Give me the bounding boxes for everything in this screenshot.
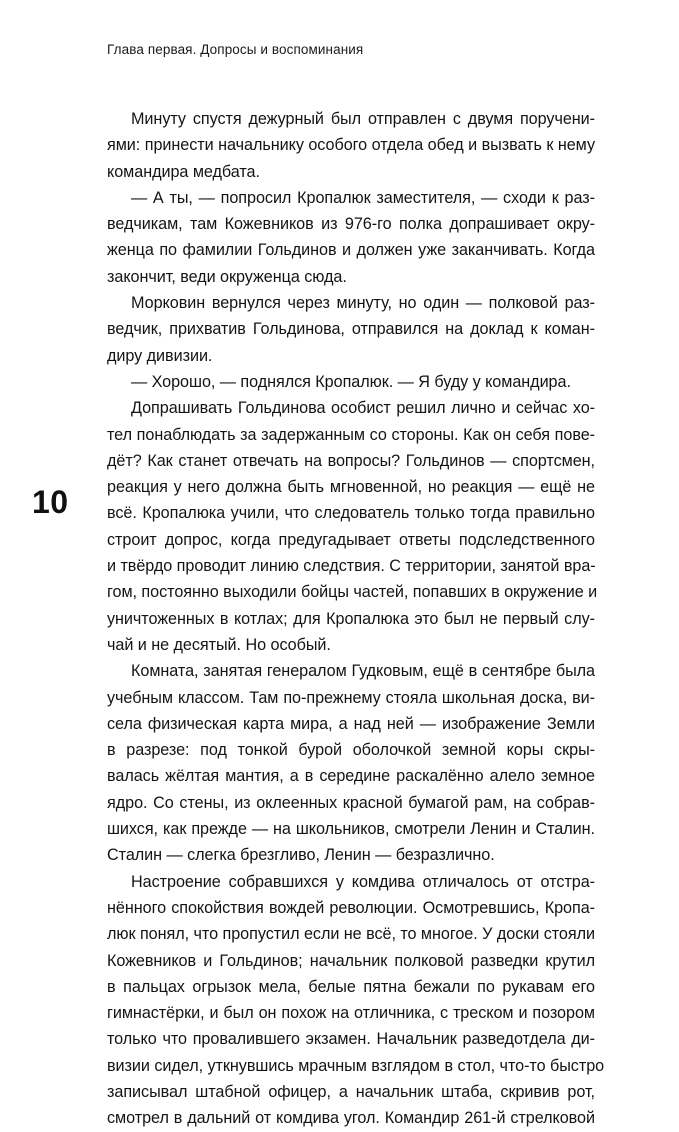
running-head: Глава первая. Допросы и воспоминания: [107, 42, 364, 57]
text-line: женца по фамилии Гольдинов и должен уже заканчивать. Когда: [107, 241, 595, 260]
text-line: ядро. Со стены, из оклеенных красной бумагой рам, на собрав-: [107, 793, 595, 812]
text-line: Кожевников и Гольдинов; начальник полковой разведки крутил: [107, 951, 595, 970]
text-line: Комната, занятая генералом Гудковым, ещё в сентябре была: [131, 662, 595, 681]
text-line: валась жёлтая мантия, а в середине раскалённо алело земное: [107, 767, 595, 786]
text-line: тел понаблюдать за задержанным со стороны. Как он себя пове-: [107, 425, 595, 444]
text-line: гом, постоянно выходили бойцы частей, попавших в окружение и: [107, 583, 598, 602]
text-line: записывал штабной офицер, а начальник штаба, скривив рот,: [107, 1082, 595, 1101]
text-line: села физическая карта мира, а над ней — изображение Земли: [107, 714, 595, 733]
text-line: ведчик, прихватив Гольдинова, отправился на доклад к коман-: [107, 320, 595, 339]
text-line: только что провалившего экзамен. Начальник разведотдела ди-: [107, 1030, 595, 1049]
page-number: 10: [32, 484, 69, 520]
text-line: Минуту спустя дежурный был отправлен с двумя поручени-: [131, 110, 595, 128]
text-line: — А ты, — попросил Кропалюк заместителя, — сходи к раз-: [131, 188, 595, 207]
text-line: реакция у него должна быть мгновенной, но реакция — ещё не: [107, 478, 595, 497]
text-line: всё. Кропалюка учили, что следователь только тогда правильно: [107, 504, 595, 523]
text-line: в разрезе: под тонкой бурой оболочкой земной коры скры-: [107, 741, 595, 760]
text-line: командира медбата.: [107, 162, 260, 181]
text-line: дёт? Как станет отвечать на вопросы? Гольдинов — спортсмен,: [107, 451, 595, 470]
text-line: смотрел в дальний от комдива угол. Командир 261-й стрелковой: [107, 1109, 595, 1128]
text-line: шихся, как прежде — на школьников, смотрели Ленин и Сталин.: [107, 820, 595, 839]
text-line: ведчикам, там Кожевников из 976-го полка допрашивает окру-: [107, 215, 595, 234]
text-line: ями: принести начальнику особого отдела обед и вызвать к нему: [107, 136, 595, 155]
text-line: строит допрос, когда предугадывает ответы подследственного: [107, 530, 595, 549]
text-line: люк понял, что пропустил если не всё, то многое. У доски стояли: [107, 925, 595, 944]
text-line: закончит, веди окруженца сюда.: [107, 267, 347, 286]
text-line: гимнастёрки, и был он похож на отличника, с треском и позором: [107, 1004, 595, 1023]
text-line: уничтоженных в котлах; для Кропалюка это был не первый слу-: [107, 609, 595, 628]
text-line: Морковин вернулся через минуту, но один — полковой раз-: [131, 294, 595, 313]
text-line: диру дивизии.: [107, 346, 213, 365]
text-line: Сталин — слегка брезгливо, Ленин — безразлично.: [107, 846, 495, 865]
text-line: — Хорошо, — поднялся Кропалюк. — Я буду у командира.: [131, 372, 571, 391]
text-line: визии сидел, уткнувшись мрачным взглядом в стол, что-то быстро: [107, 1056, 605, 1075]
text-line: Настроение собравшихся у комдива отличалось от отстра-: [131, 872, 595, 891]
text-line: учебным классом. Там по-прежнему стояла школьная доска, ви-: [107, 688, 595, 707]
body-text: [107, 106, 605, 1132]
text-line: в пальцах огрызок мела, белые пятна бежали по рукавам его: [107, 977, 595, 996]
text-line: и твёрдо проводит линию следствия. С территории, занятой вра-: [107, 557, 596, 576]
text-line: нённого спокойствия вождей революции. Осмотревшись, Кропа-: [107, 898, 595, 917]
text-line: Допрашивать Гольдинова особист решил лично и сейчас хо-: [131, 399, 595, 418]
text-line: чай и не десятый. Но особый.: [107, 635, 331, 654]
